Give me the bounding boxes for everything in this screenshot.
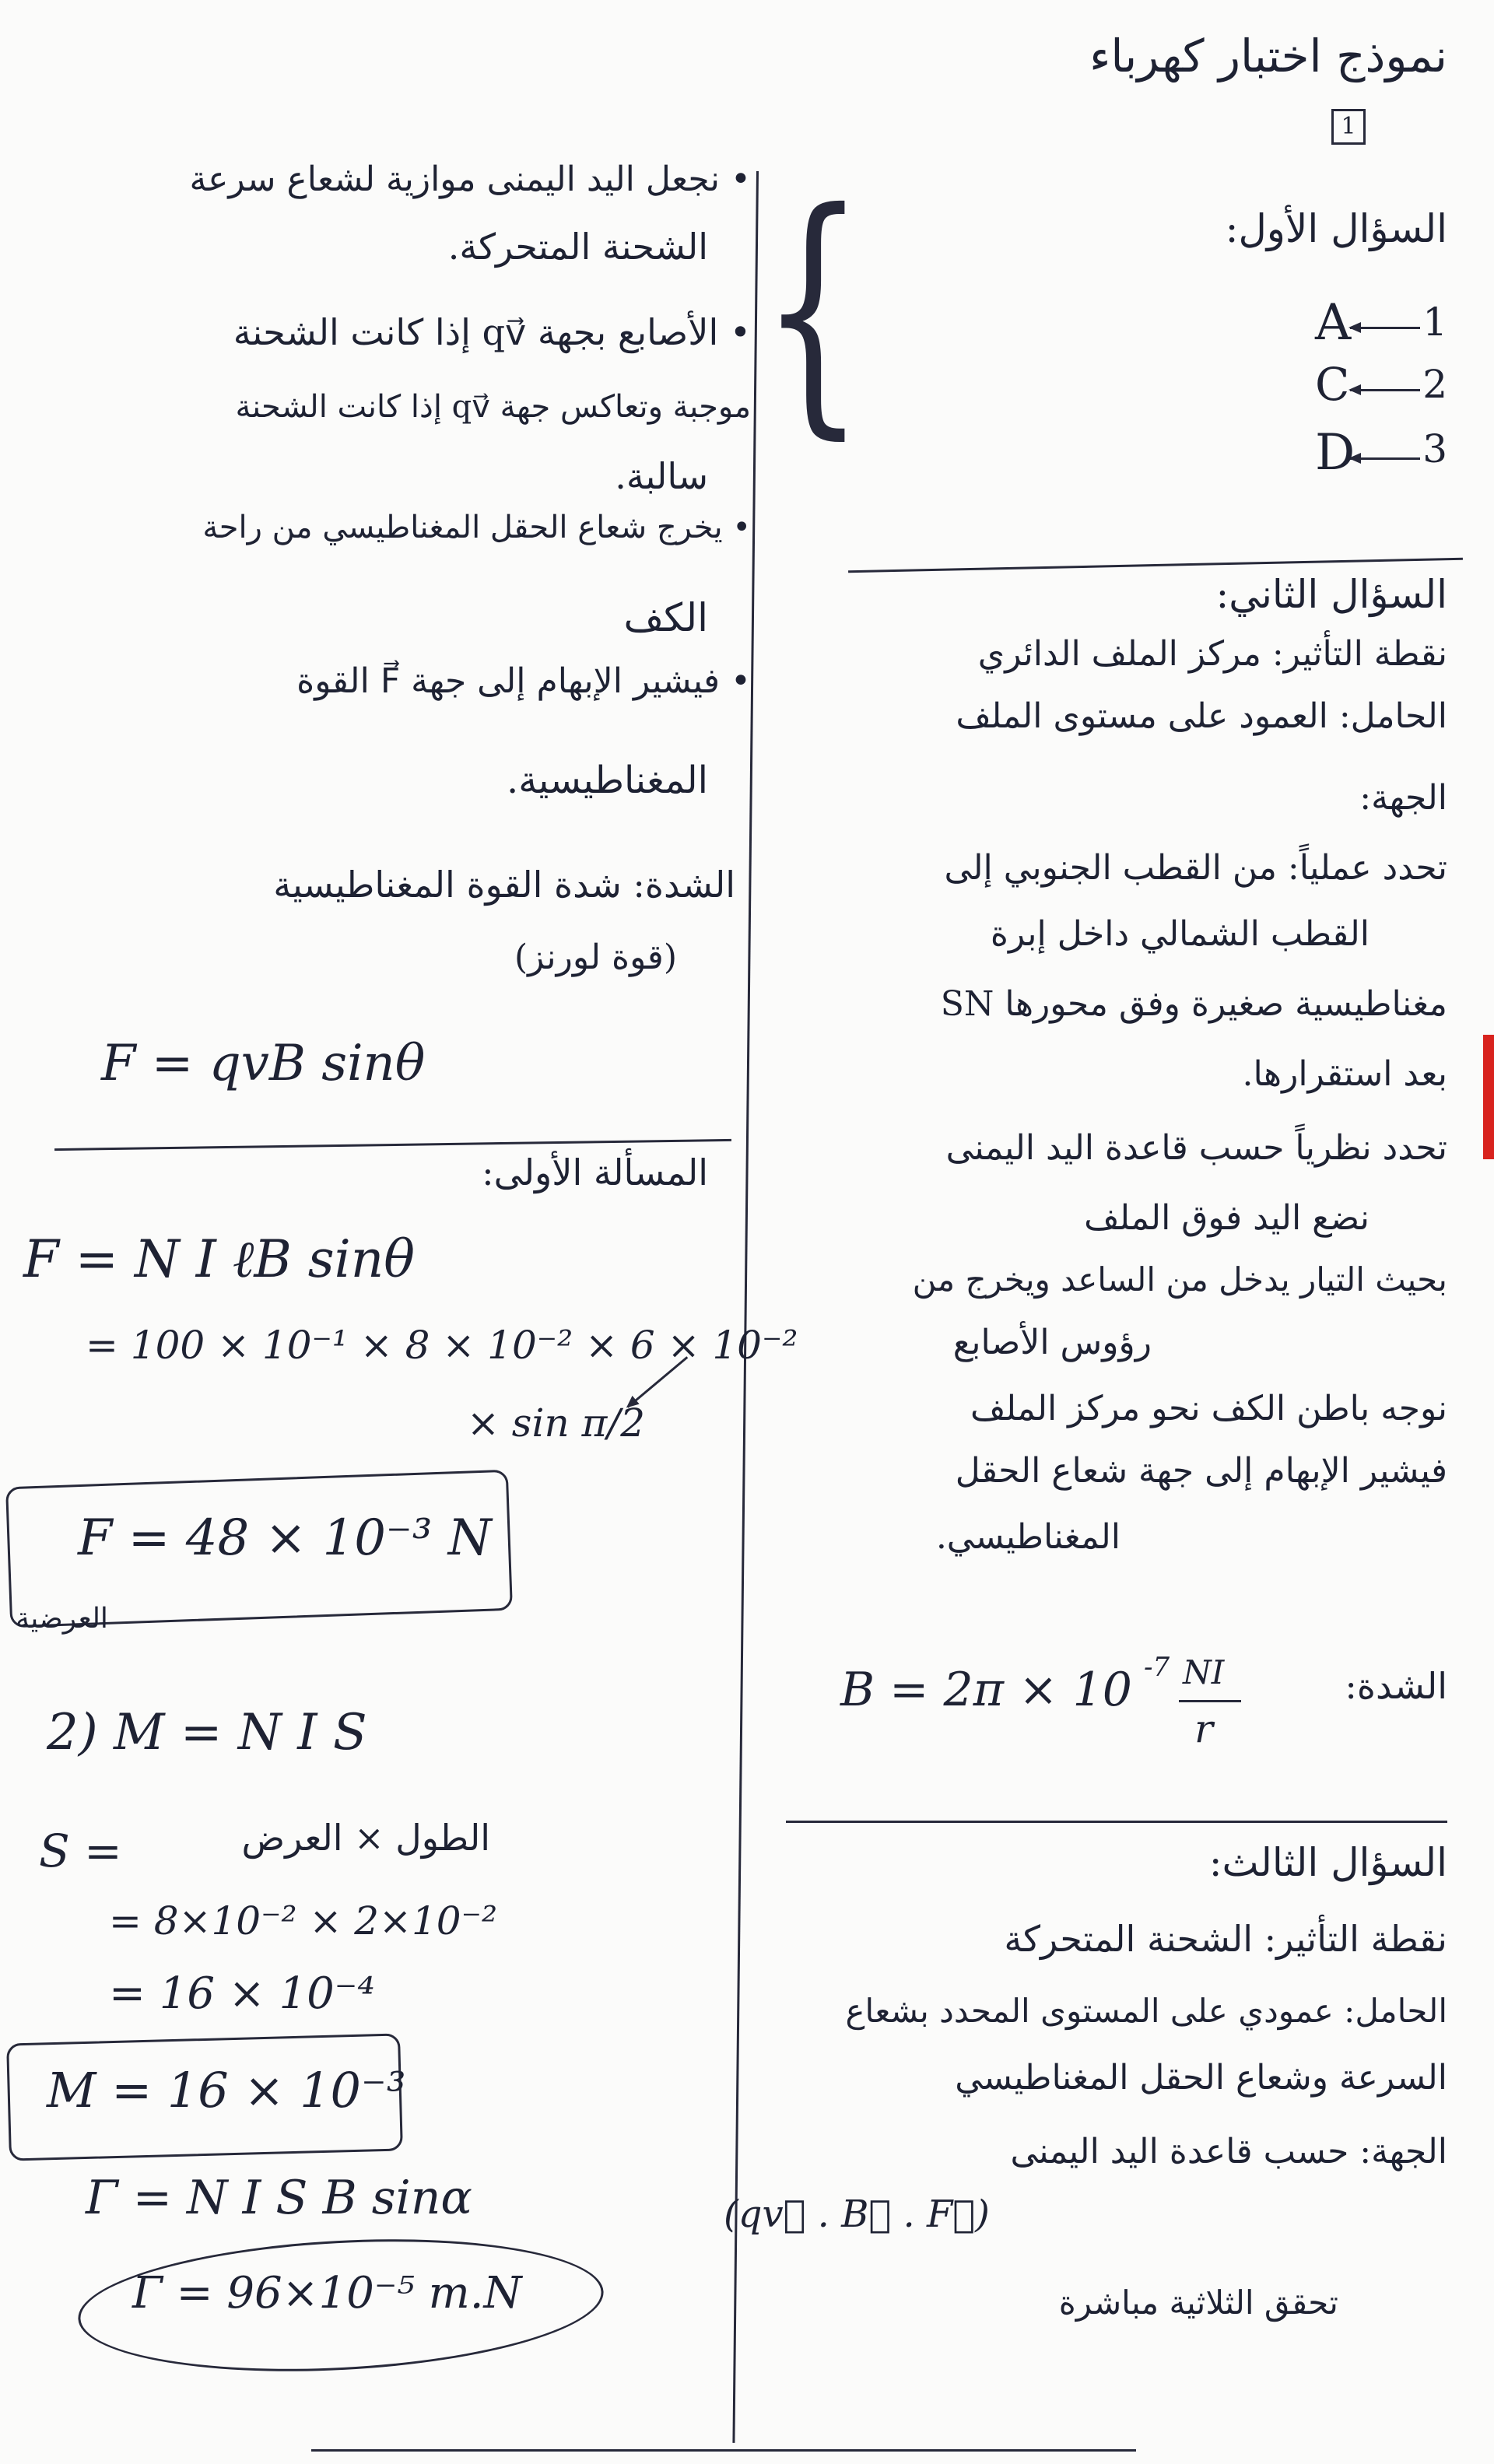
section-divider	[54, 1139, 731, 1151]
curly-brace: {	[761, 156, 865, 462]
q3-line: الجهة: حسب قاعدة اليد اليمنى	[1010, 2132, 1447, 2171]
q3-line: الحامل: عمودي على المستوى المحدد بشعاع	[845, 1992, 1447, 2030]
q3-line: تحقق الثلاثية مباشرة	[1058, 2283, 1338, 2322]
q3-line: نقطة التأثير: الشحنة المتحركة	[1004, 1918, 1447, 1960]
q1-answer-num: 2	[1422, 362, 1447, 407]
formula-exponent: -7	[1144, 1652, 1170, 1683]
force-result-note: العرضية	[16, 1603, 108, 1635]
q2-line: فيشير الإبهام إلى جهة شعاع الحقل	[955, 1451, 1447, 1491]
force-result: F = 48 × 10⁻³ N	[78, 1509, 492, 1567]
q2-line: الحامل: العمود على مستوى الملف	[956, 696, 1447, 736]
section-divider	[786, 1821, 1447, 1823]
lorentz-label: (قوة لورنز)	[514, 938, 677, 977]
page-number-badge: 1	[1331, 109, 1366, 145]
force-formula: F = N I ℓB sinθ	[23, 1229, 416, 1289]
left-line: • الأصابع بجهة qv⃗ إذا كانت الشحنة	[233, 311, 751, 353]
q2-line: بعد استقرارها.	[1242, 1054, 1447, 1094]
red-binding-edge	[1483, 1035, 1494, 1159]
page-title: نموذج اختبار كهرباء	[1089, 30, 1447, 82]
q2-line: تحدد عملياً: من القطب الجنوبي إلى	[944, 848, 1447, 888]
q2-line: نوجه باطن الكف نحو مركز الملف	[970, 1389, 1447, 1428]
left-line: • نجعل اليد اليمنى موازية لشعاع سرعة	[189, 159, 751, 199]
arrow-icon	[1350, 457, 1420, 460]
q1-answer-letter: A	[1315, 294, 1352, 352]
left-line: المغناطيسية.	[507, 759, 708, 802]
q2-line: القطب الشمالي داخل إبرة	[990, 914, 1370, 954]
left-line: الكف	[623, 595, 708, 640]
q2-line: تحدد نظرياً حسب قاعدة اليد اليمنى	[945, 1128, 1447, 1168]
left-line: الشحنة المتحركة.	[447, 226, 708, 268]
q2-line: مغناطيسية صغيرة وفق محورها SN	[940, 984, 1447, 1024]
q1-title: السؤال الأول:	[1225, 206, 1447, 251]
q3-line: السرعة وشعاع الحقل المغناطيسي	[955, 2058, 1447, 2098]
force-substitution: = 100 × 10⁻¹ × 8 × 10⁻² × 6 × 10⁻²	[86, 1323, 798, 1368]
left-line: • فيشير الإبهام إلى جهة F⃗ القوة	[296, 661, 751, 701]
formula-numerator: NI	[1183, 1653, 1225, 1691]
q2-line: الجهة:	[1359, 778, 1447, 818]
q2-title: السؤال الثاني:	[1215, 572, 1447, 617]
moment-result: M = 16 × 10⁻³	[47, 2062, 406, 2119]
arrow-icon	[1350, 327, 1420, 329]
q3-triad: (qv⃗ . B⃗ . F⃗)	[724, 2192, 990, 2236]
force-sine: × sin π/2	[467, 1400, 646, 1446]
left-line: موجبة وتعاكس جهة qv⃗ إذا كانت الشحنة	[235, 389, 751, 425]
s-equals: S =	[39, 1824, 122, 1877]
q2-intensity-label: الشدة:	[1345, 1665, 1447, 1707]
fraction-bar	[1179, 1700, 1241, 1702]
section-divider	[848, 558, 1463, 573]
q1-answer-num: 1	[1422, 300, 1447, 345]
q2-line: نقطة التأثير: مركز الملف الدائري	[977, 634, 1447, 674]
q1-answer-num: 3	[1422, 426, 1447, 471]
q2-line: نضع اليد فوق الملف	[1084, 1198, 1370, 1238]
problem-title: المسألة الأولى:	[482, 1151, 708, 1193]
s-result: = 16 × 10⁻⁴	[109, 1968, 375, 2019]
q1-answer-letter: C	[1315, 358, 1350, 411]
q1-answer-letter: D	[1315, 424, 1355, 482]
left-line: سالبة.	[615, 455, 708, 497]
s-definition: الطول × العرض	[241, 1817, 490, 1859]
torque-result: Γ = 96×10⁻⁵ m.N	[132, 2268, 522, 2319]
bottom-divider	[311, 2449, 1136, 2452]
q2-line: رؤوس الأصابع	[952, 1323, 1152, 1362]
arrow-icon	[1350, 389, 1420, 391]
torque-formula: Γ = N I S B sinα	[86, 2171, 472, 2225]
q2-line: بحيث التيار يدخل من الساعد ويخرج من	[912, 1260, 1447, 1299]
moment-formula: 2) M = N I S	[47, 1704, 367, 1761]
lorentz-formula: F = qvB sinθ	[101, 1035, 426, 1092]
intensity-line: الشدة: شدة القوة المغناطيسية	[273, 864, 735, 906]
q2-line: المغناطيسي.	[935, 1517, 1120, 1557]
formula-main: B = 2π × 10	[840, 1663, 1132, 1717]
s-substitution: = 8×10⁻² × 2×10⁻²	[109, 1898, 497, 1944]
formula-denominator: r	[1194, 1706, 1213, 1751]
q3-title: السؤال الثالث:	[1208, 1840, 1447, 1885]
left-line: • يخرج شعاع الحقل المغناطيسي من راحة	[202, 510, 751, 545]
q2-formula	[840, 1646, 1276, 1762]
